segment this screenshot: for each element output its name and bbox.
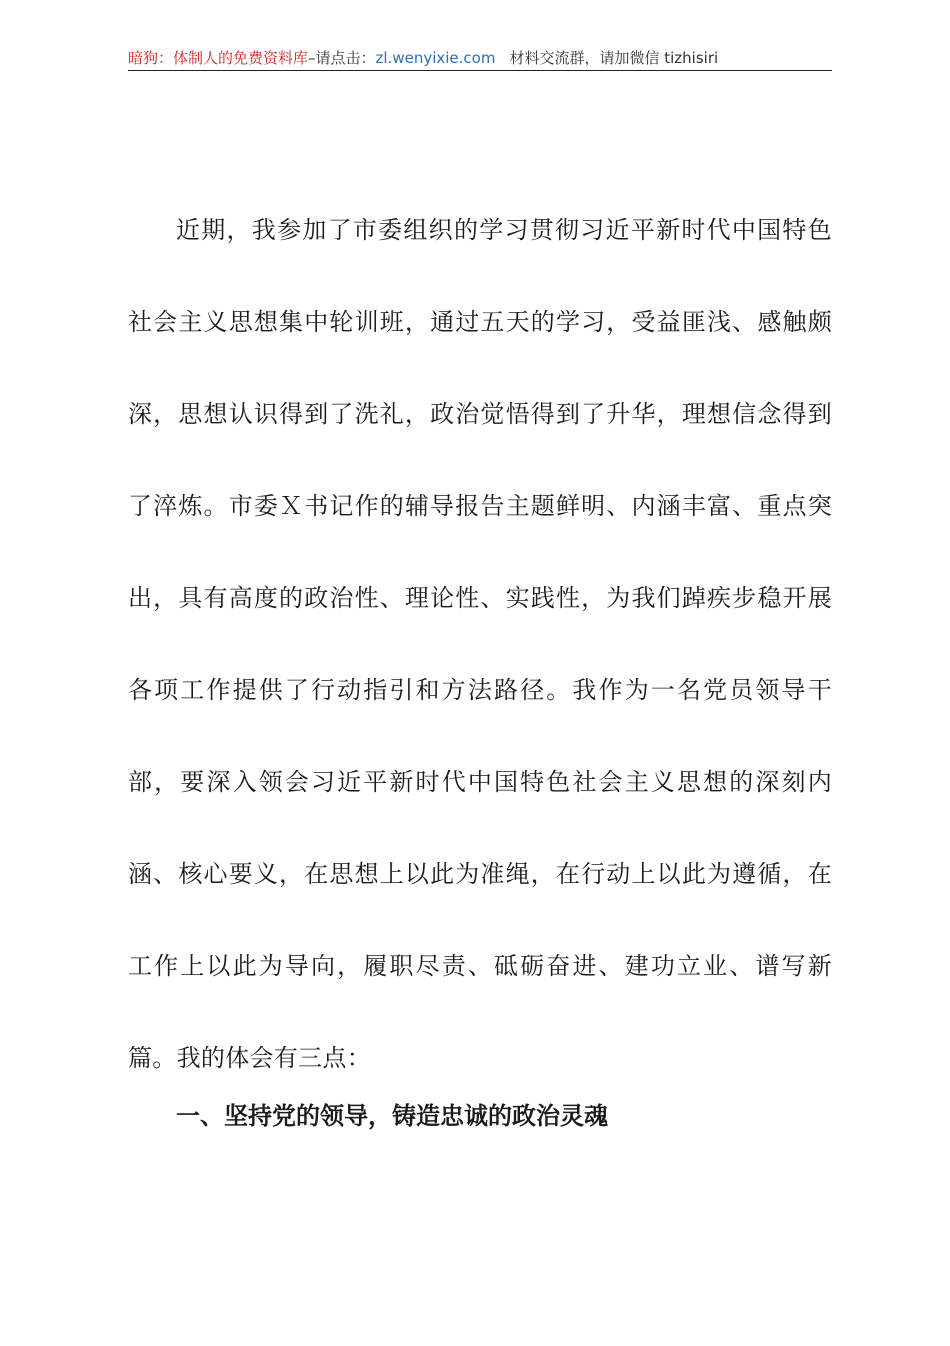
intro-paragraph: 近期，我参加了市委组织的学习贯彻习近平新时代中国特色社会主义思想集中轮训班，通过五天的学习，受益匪浅、感触颇深，思想认识得到了洗礼，政治觉悟得到了升华，理想信念得到了淬炼。市委Ｘ书记作的辅导报告主题鲜明、内涵丰富、重点突出，具有高度的政治性、理论性、实践性，为我们踔疾步稳开展各项工作提供了行动指引和方法路径。我作为一名党员领导干部，要深入领会习近平新时代中国特色社会主义思想的深刻内涵、核心要义，在思想上以此为准绳，在行动上以此为遵循，在工作上以此为导向，履职尽责、砥砺奋进、建功立业、谱写新篇。我的体会有三点： bbox=[128, 216, 832, 1072]
header-url-link[interactable]: zl.wenyixie.com bbox=[375, 49, 496, 67]
header-contact: 材料交流群，请加微信 tizhisiri bbox=[509, 49, 719, 67]
section-1-heading: 一、坚持党的领导，铸造忠诚的政治灵魂 bbox=[176, 1102, 608, 1130]
header-site-name: 暗狗：体制人的免费资料库 bbox=[128, 49, 309, 67]
page-header bbox=[128, 46, 832, 71]
header-prompt: –请点击： bbox=[308, 49, 376, 67]
